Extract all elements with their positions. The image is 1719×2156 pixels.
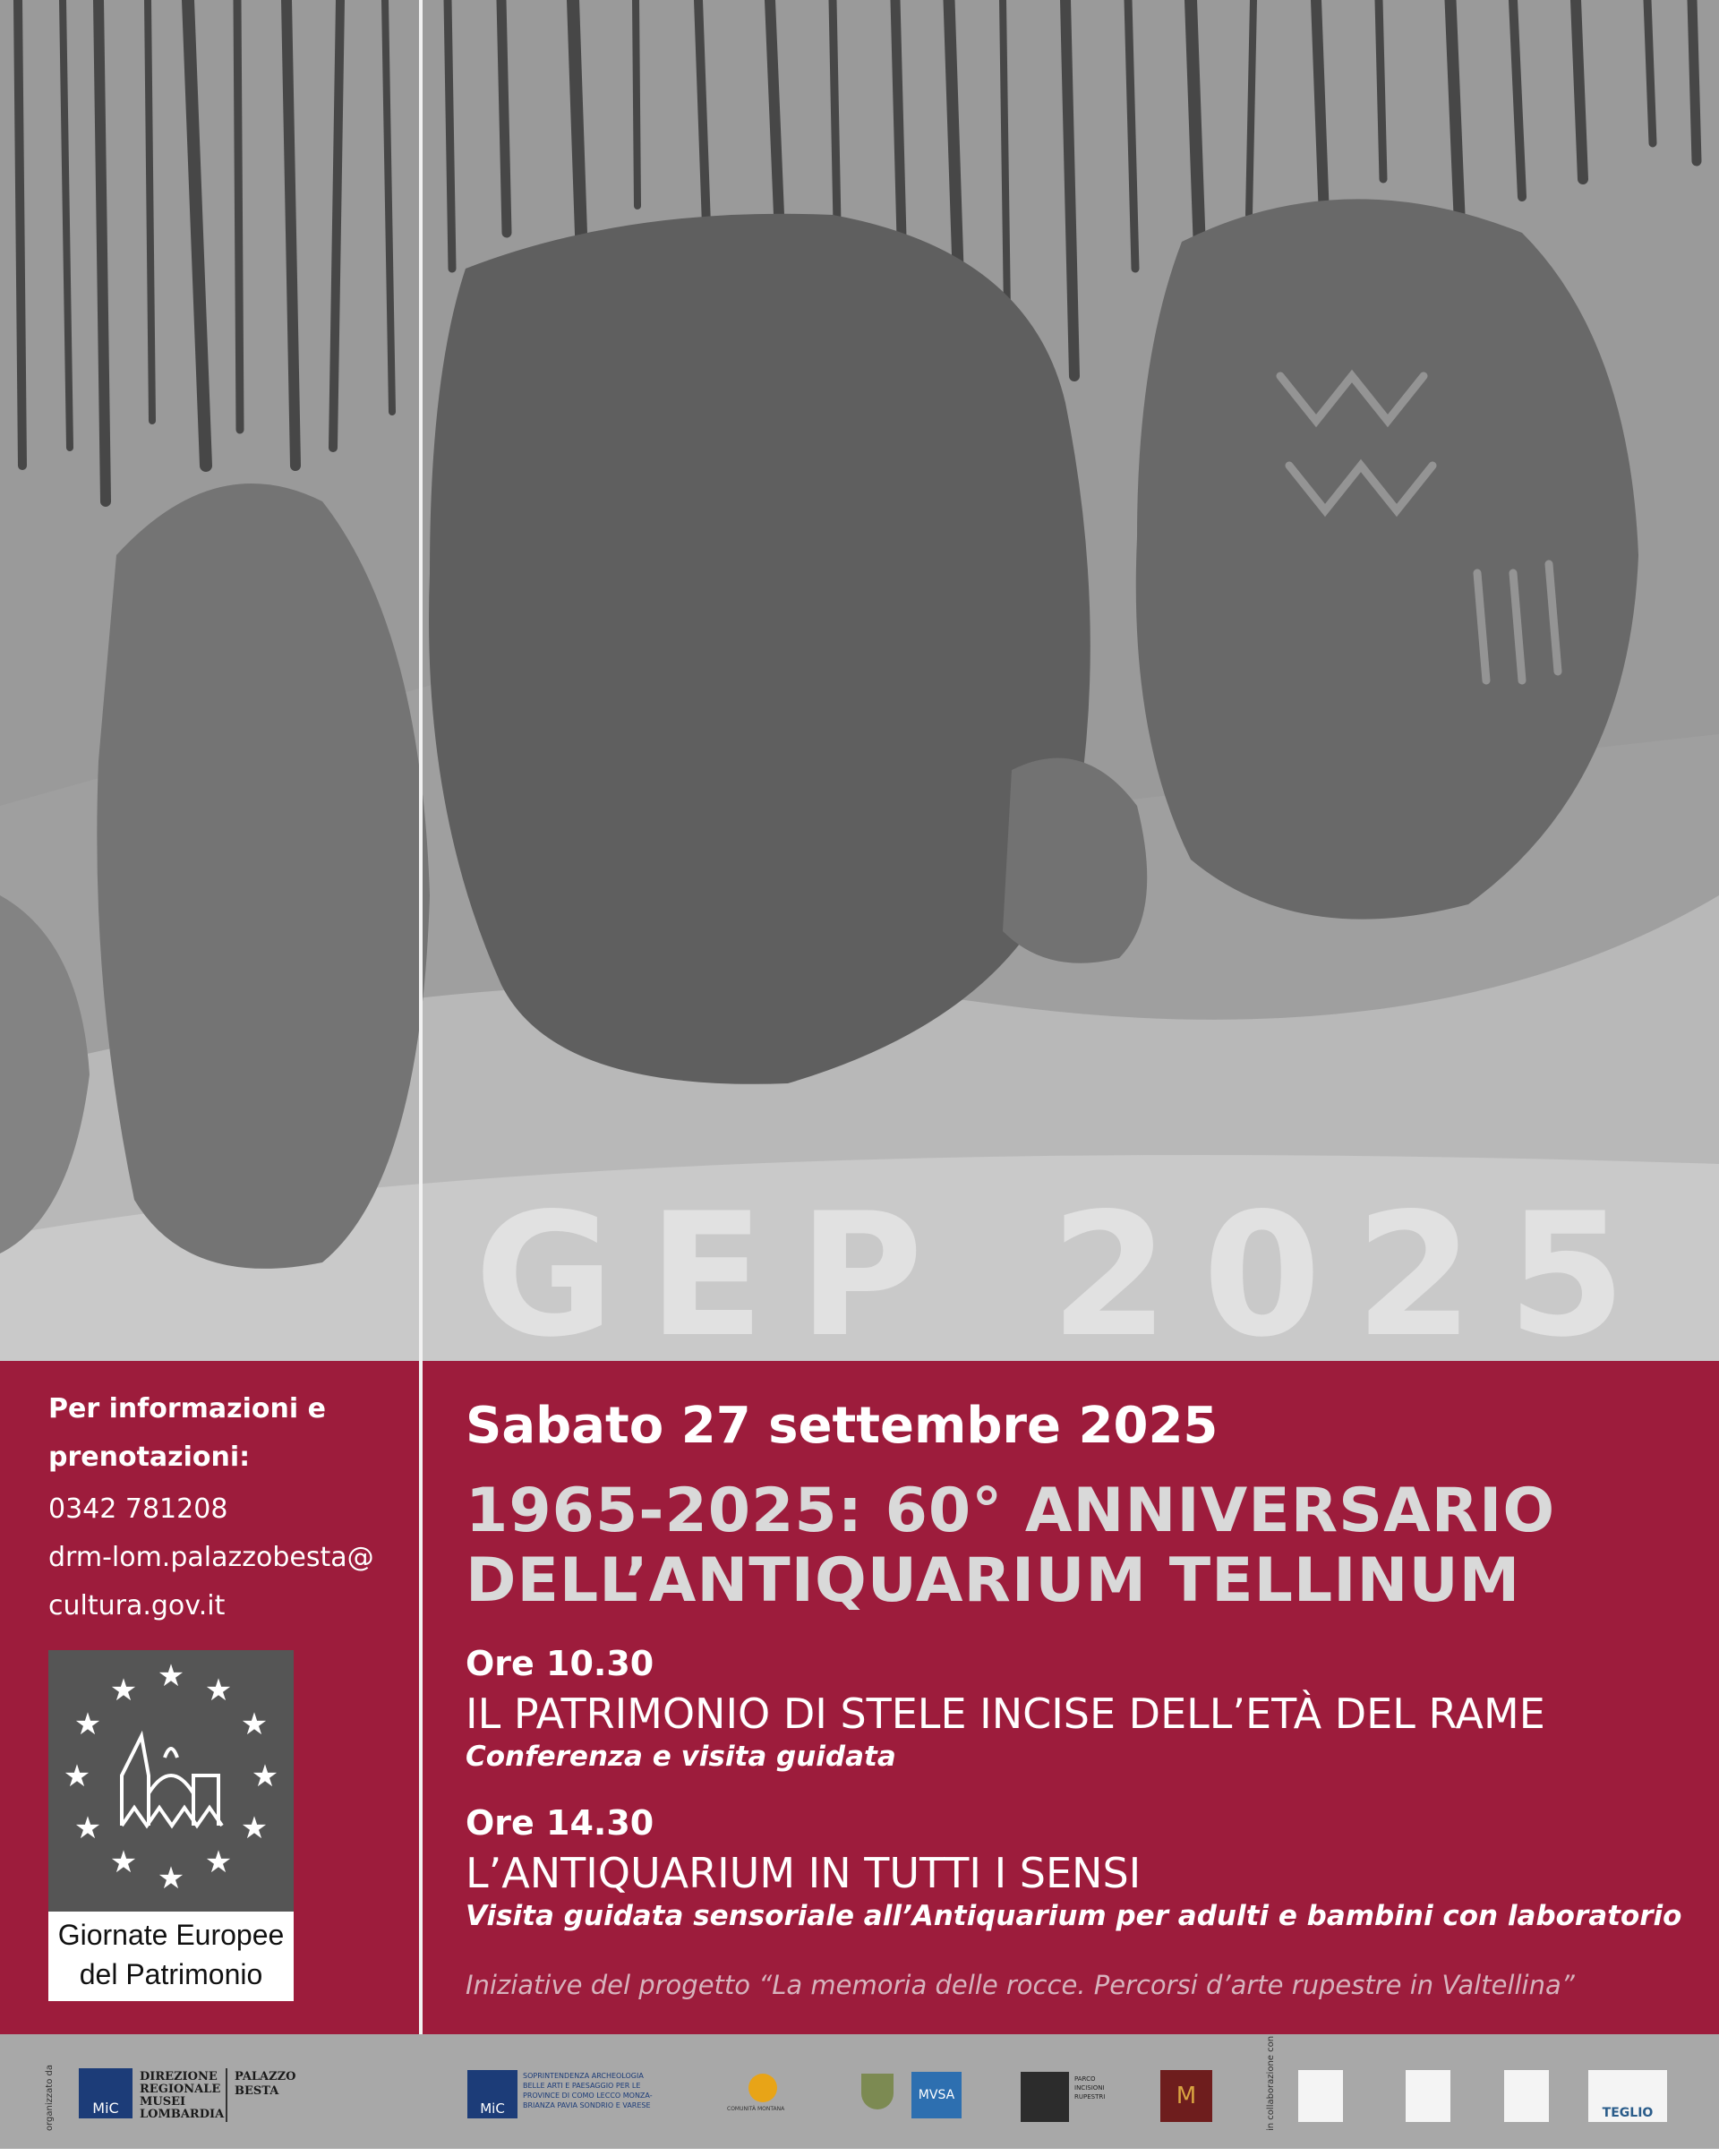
session-subtitle: Visita guidata sensoriale all’Antiquarium per adulti e bambini con laboratorio (466, 1900, 1682, 1932)
svg-text:★: ★ (109, 1673, 138, 1708)
info-email-continued[interactable]: cultura.gov.it (48, 1590, 226, 1621)
mic-logo (79, 2068, 133, 2118)
event-date: Sabato 27 settembre 2025 (466, 1397, 1219, 1455)
mic-logo-label: MiC (92, 2100, 119, 2117)
parco-logo-text: PARCO (1074, 2075, 1096, 2083)
drm-logo-text: REGIONALE (140, 2083, 221, 2096)
parco-logo-text: RUPESTRI (1074, 2093, 1106, 2100)
svg-text:★: ★ (109, 1844, 138, 1880)
info-email[interactable]: drm-lom.palazzobesta@ (48, 1542, 374, 1573)
organized-by-label: organizzato da (45, 2065, 55, 2131)
comunita-montana-logo-text: COMUNITÀ MONTANA (727, 2106, 785, 2112)
municipality-crest-logo (1504, 2070, 1549, 2122)
session-time: Ore 10.30 (466, 1644, 654, 1683)
band-divider (419, 1361, 423, 2149)
municipality-crest-logo (1406, 2070, 1450, 2122)
drm-logo-text: MUSEI (140, 2095, 186, 2109)
svg-text:★: ★ (240, 1707, 269, 1742)
soprintendenza-logo-text: PROVINCE DI COMO LECCO MONZA- (523, 2092, 653, 2100)
event-headline-continued: DELL’ANTIQUARIUM TELLINUM (466, 1545, 1521, 1616)
gep-logo-text: Giornate Europee (57, 1919, 285, 1951)
info-heading: Per informazioni e (48, 1393, 326, 1424)
svg-text:★: ★ (157, 1658, 185, 1694)
svg-text:★: ★ (240, 1810, 269, 1846)
mic-logo-label: MiC (480, 2100, 505, 2117)
soprintendenza-logo-text: BELLE ARTI E PAESAGGIO PER LE (523, 2082, 641, 2090)
palazzo-besta-logo-text: PALAZZO (235, 2070, 296, 2083)
gep-logo (48, 1650, 294, 2001)
soprintendenza-logo-text: BRIANZA PAVIA SONDRIO E VARESE (523, 2101, 651, 2109)
session-time: Ore 14.30 (466, 1803, 654, 1843)
svg-text:★: ★ (251, 1758, 279, 1794)
gep-logo-text-continued: del Patrimonio (79, 1958, 263, 1990)
vertical-divider (419, 0, 423, 1361)
svg-text:★: ★ (73, 1810, 102, 1846)
info-phone[interactable]: 0342 781208 (48, 1493, 228, 1525)
mvsa-logo: MVSA (911, 2072, 962, 2118)
svg-text:★: ★ (63, 1758, 91, 1794)
teglio-logo: TEGLIO (1588, 2070, 1667, 2122)
svg-text:★: ★ (204, 1673, 233, 1708)
comunita-montana-logo (748, 2074, 777, 2102)
mic-logo (467, 2070, 517, 2118)
logo-separator (226, 2068, 227, 2122)
drm-logo-text: DIREZIONE (140, 2070, 218, 2083)
palazzo-besta-logo-text: BESTA (235, 2084, 279, 2098)
session-title: L’ANTIQUARIUM IN TUTTI I SENSI (466, 1849, 1142, 1897)
svg-text:★: ★ (157, 1861, 185, 1896)
project-note: Iniziative del progetto “La memoria delle rocce. Percorsi d’arte rupestre in Valtellina” (466, 1970, 1575, 2000)
drm-logo-text: LOMBARDIA (140, 2108, 225, 2121)
info-heading-continued: prenotazioni: (48, 1442, 251, 1473)
soprintendenza-logo-text: SOPRINTENDENZA ARCHEOLOGIA (523, 2072, 644, 2080)
event-headline: 1965-2025: 60° ANNIVERSARIO (466, 1476, 1556, 1546)
parco-incisioni-logo (1021, 2072, 1069, 2122)
parco-logo-text: INCISIONI (1074, 2084, 1105, 2092)
poster-title: GEP 2025 (475, 1176, 1660, 1361)
museo-logo: M (1160, 2070, 1212, 2122)
svg-text:★: ★ (204, 1844, 233, 1880)
star-ring-icon (48, 1650, 294, 1912)
collaboration-label: in collaborazione con (1266, 2035, 1276, 2131)
city-crest-logo (861, 2074, 894, 2109)
svg-text:★: ★ (73, 1707, 102, 1742)
monument-icon (122, 1736, 222, 1826)
gep-emblem (48, 1650, 294, 1912)
municipality-crest-logo (1298, 2070, 1343, 2122)
session-title: IL PATRIMONIO DI STELE INCISE DELL’ETÀ DEL RAME (466, 1690, 1545, 1738)
session-subtitle: Conferenza e visita guidata (466, 1741, 896, 1773)
